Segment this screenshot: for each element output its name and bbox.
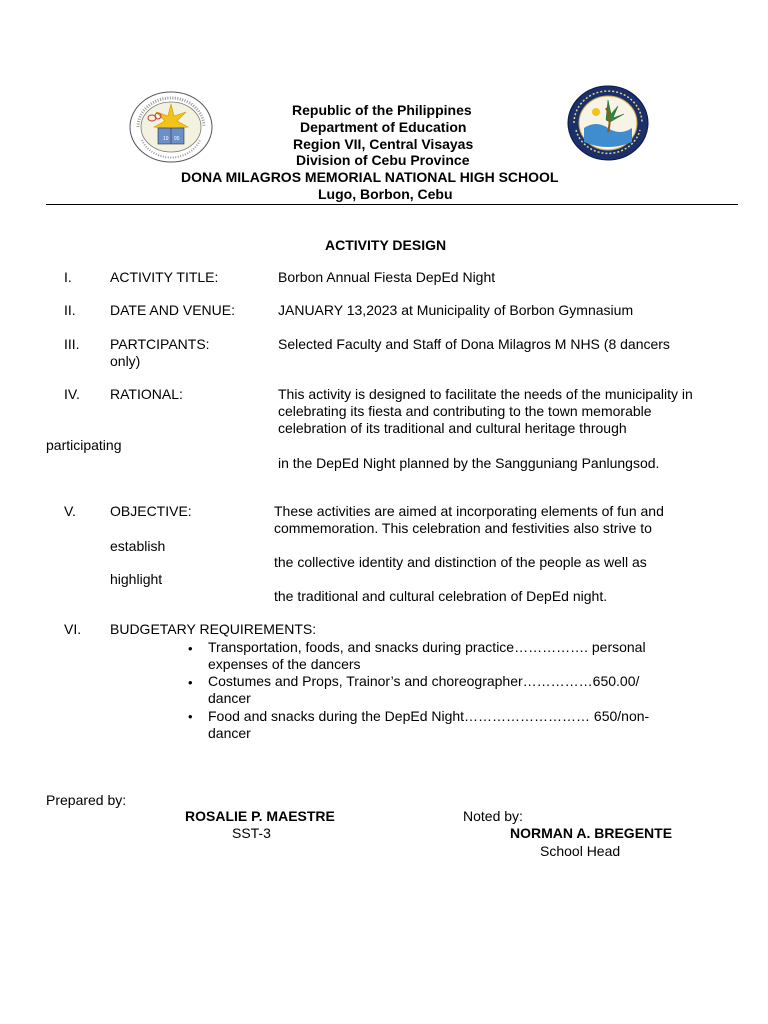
section-5-number: V. [64, 503, 76, 519]
section-4-line-4: participating [46, 437, 122, 453]
section-2-value: JANUARY 13,2023 at Municipality of Borbon Gymnasium [278, 302, 634, 318]
seal-year-right: 95 [174, 136, 180, 142]
section-2-number: II. [64, 302, 76, 318]
header-republic: Republic of the Philippines [292, 102, 472, 118]
budget-item-3-line-1: Food and snacks during the DepEd Night……………………… 650/non- [208, 708, 650, 724]
section-1-label: ACTIVITY TITLE: [110, 269, 219, 285]
section-3-label: PARTCIPANTS: [110, 336, 210, 352]
header-department: Department of Education [300, 119, 467, 135]
bullet-icon: • [188, 709, 193, 724]
header-school-name: DONA MILAGROS MEMORIAL NATIONAL HIGH SCHOOL [181, 169, 559, 185]
section-3-value: Selected Faculty and Staff of Dona Milagros M NHS (8 dancers [278, 336, 670, 352]
section-6-number: VI. [64, 621, 82, 637]
section-6-label: BUDGETARY REQUIREMENTS: [110, 621, 317, 637]
section-2-label: DATE AND VENUE: [110, 302, 235, 318]
section-3-continuation: only) [110, 353, 141, 369]
section-5-line-1: These activities are aimed at incorporating elements of fun and [274, 503, 664, 519]
section-1-number: I. [64, 269, 72, 285]
section-3-number: III. [64, 336, 80, 352]
prepared-by-role: SST-3 [232, 825, 271, 841]
section-1-value: Borbon Annual Fiesta DepEd Night [278, 269, 496, 285]
prepared-by-name: ROSALIE P. MAESTRE [185, 808, 335, 824]
section-4-line-3: celebration of its traditional and cultural heritage through [278, 420, 627, 436]
division-seal-logo [566, 84, 650, 162]
section-4-label: RATIONAL: [110, 386, 183, 402]
section-5-label: OBJECTIVE: [110, 503, 192, 519]
budget-item-1-line-1: Transportation, foods, and snacks during practice……………. personal [208, 639, 646, 655]
budget-item-1-line-2: expenses of the dancers [208, 656, 361, 672]
noted-by-label: Noted by: [463, 808, 523, 824]
budget-item-2-line-2: dancer [208, 690, 251, 706]
section-5-line-6: the traditional and cultural celebration of DepEd night. [274, 588, 608, 604]
noted-by-name: NORMAN A. BREGENTE [510, 825, 673, 841]
section-5-line-2: commemoration. This celebration and festivities also strive to [274, 520, 652, 536]
document-title: ACTIVITY DESIGN [325, 237, 447, 253]
seal-year-left: 19 [163, 136, 169, 142]
section-5-line-3: establish [110, 538, 166, 554]
section-4-number: IV. [64, 386, 80, 402]
section-4-line-5: in the DepEd Night planned by the Sangguniang Panlungsod. [278, 455, 660, 471]
section-5-line-4: the collective identity and distinction of the people as well as [274, 554, 647, 570]
prepared-by-label: Prepared by: [46, 792, 127, 808]
header-divider [46, 204, 738, 205]
header-division: Division of Cebu Province [296, 152, 470, 168]
header-region: Region VII, Central Visayas [293, 136, 474, 152]
school-seal-logo [128, 90, 214, 164]
section-4-line-1: This activity is designed to facilitate the needs of the municipality in [278, 386, 693, 402]
noted-by-role: School Head [540, 843, 621, 859]
budget-item-3-line-2: dancer [208, 725, 251, 741]
header-school-address: Lugo, Borbon, Cebu [318, 186, 453, 202]
section-4-line-2: celebrating its fiesta and contributing to the town memorable [278, 403, 652, 419]
budget-item-2-line-1: Costumes and Props, Trainor’s and choreographer……………650.00/ [208, 673, 640, 689]
bullet-icon: • [188, 675, 193, 690]
section-5-line-5: highlight [110, 571, 163, 587]
bullet-icon: • [188, 641, 193, 656]
